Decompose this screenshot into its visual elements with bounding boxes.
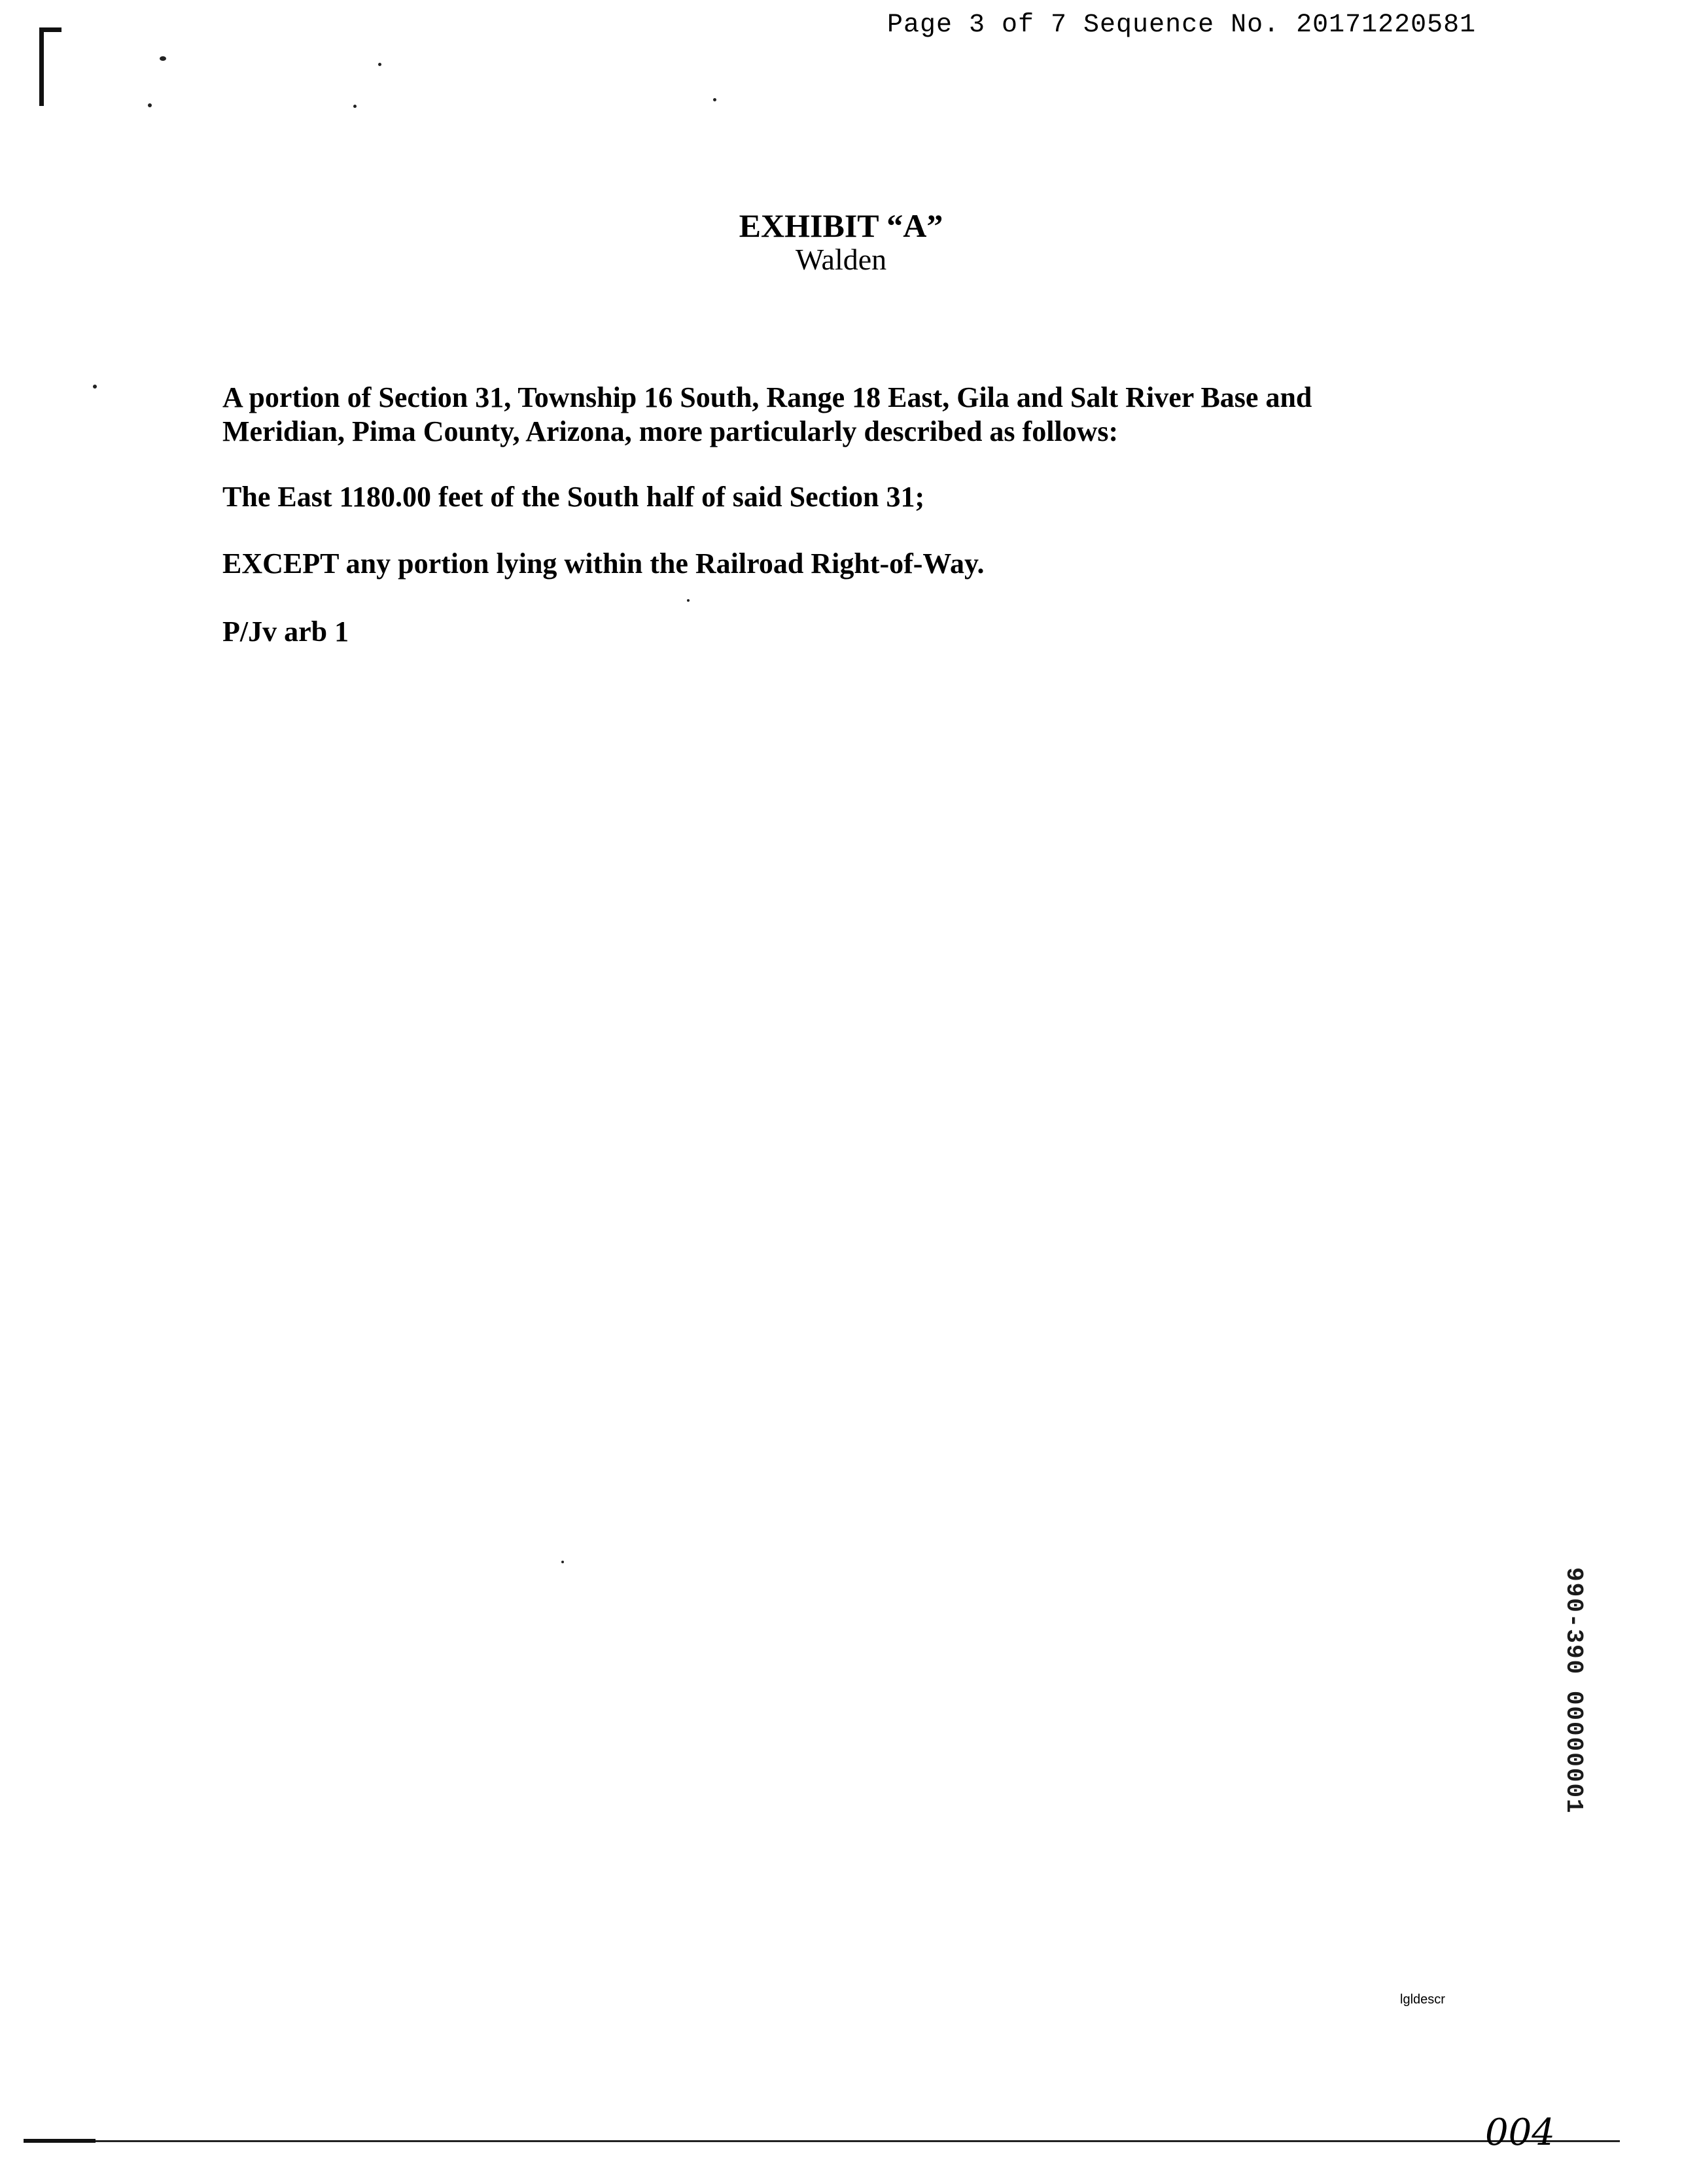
scan-speck <box>561 1561 564 1563</box>
legal-description-exception: EXCEPT any portion lying within the Railroad Right-of-Way. <box>222 547 985 580</box>
bottom-rule <box>24 2140 1620 2142</box>
scan-speck <box>353 105 357 108</box>
handwritten-page-number: 004 <box>1485 2111 1555 2154</box>
scan-corner-mark <box>39 27 61 106</box>
legal-description-parcel: The East 1180.00 feet of the South half of said Section 31; <box>222 481 925 513</box>
scan-speck <box>713 98 716 101</box>
scan-speck <box>687 599 690 602</box>
legal-description-intro: A portion of Section 31, Township 16 South, Range 18 East, Gila and Salt River Base and Meridian, Pima County, Arizona, more particularly described as follows: <box>222 381 1312 447</box>
exhibit-title: EXHIBIT “A” <box>739 207 943 244</box>
scan-speck <box>378 63 381 66</box>
stamp-text: 990-390 00000001 <box>1560 1567 1587 1814</box>
exhibit-subtitle: Walden <box>795 243 887 276</box>
preparer-initials: P/Jv arb 1 <box>222 615 349 648</box>
vertical-recording-stamp <box>1552 1567 1591 1829</box>
bottom-rule-mark <box>24 2139 96 2143</box>
scan-speck <box>93 385 97 389</box>
scan-speck <box>148 103 152 107</box>
scan-speck <box>160 56 166 61</box>
page-sequence-header: Page 3 of 7 Sequence No. 20171220581 <box>887 10 1477 40</box>
form-code: lgldescr <box>1400 1992 1445 2007</box>
